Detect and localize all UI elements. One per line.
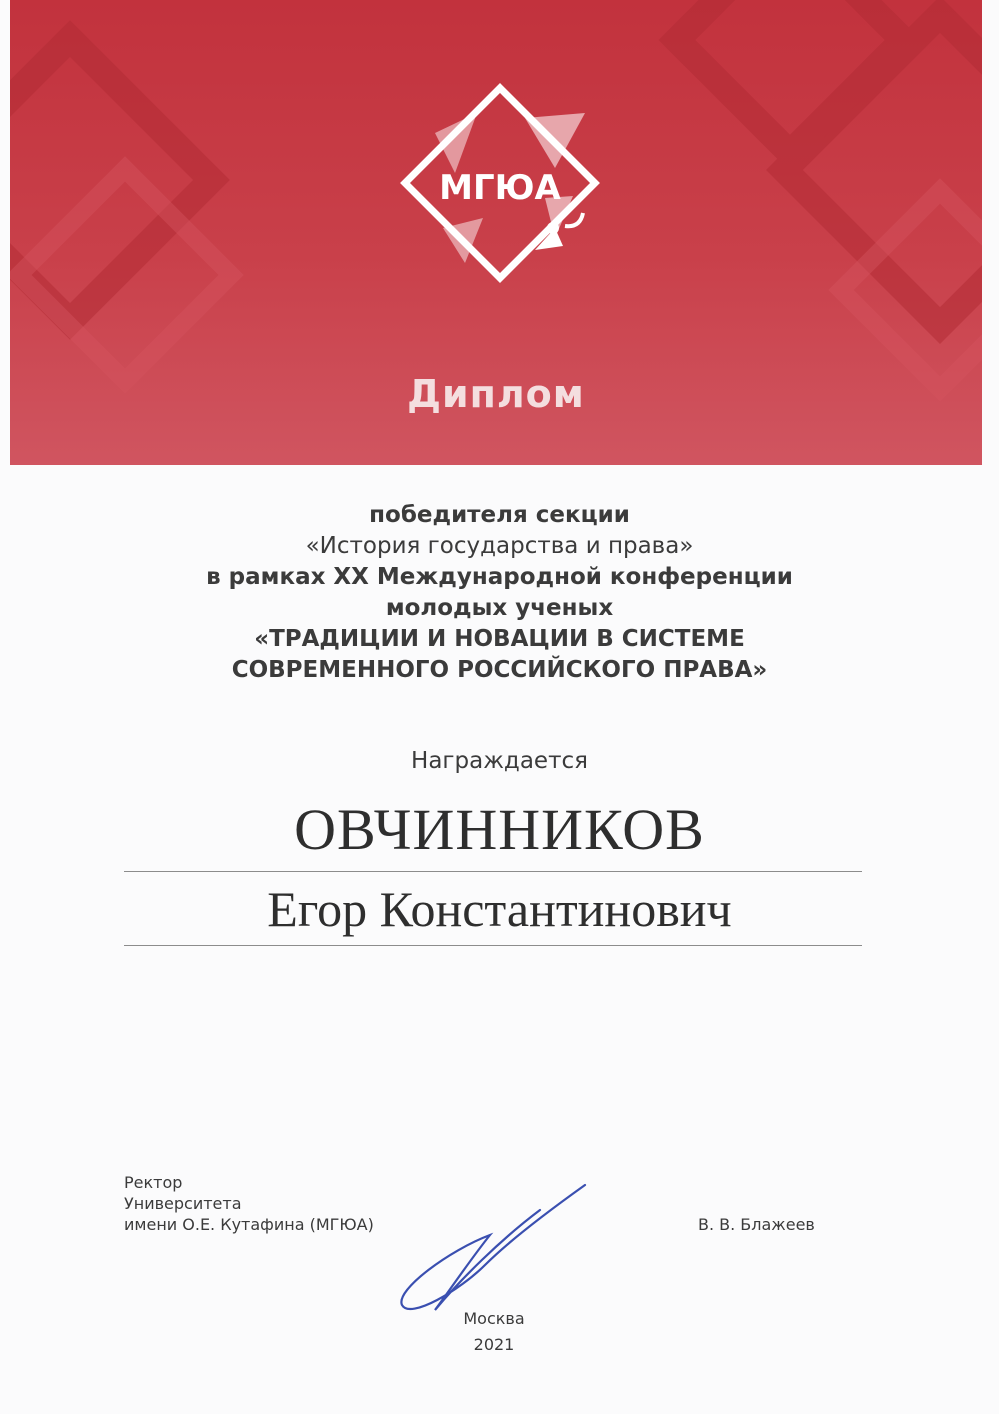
award-description: [0, 500, 999, 686]
place-and-date: [434, 1306, 554, 1358]
description-line: «ТРАДИЦИИ И НОВАЦИИ В СИСТЕМЕ: [254, 626, 745, 652]
awarded-label: Награждается: [411, 748, 588, 774]
divider: [124, 871, 862, 872]
logo-text: МГЮА: [439, 168, 561, 208]
diploma-title: Диплом: [407, 372, 585, 416]
description-line: СОВРЕМЕННОГО РОССИЙСКОГО ПРАВА»: [231, 657, 768, 683]
description-line: в рамках XX Международной конференции: [206, 564, 793, 590]
year: 2021: [473, 1335, 515, 1354]
university-logo: [395, 78, 605, 288]
description-line: молодых ученых: [385, 595, 614, 621]
divider: [124, 945, 862, 946]
rector-title-line: Ректор: [124, 1173, 183, 1192]
city: Москва: [463, 1309, 525, 1328]
header-banner: [10, 0, 982, 465]
rector-title: [124, 1172, 374, 1235]
rector-title-line: Университета: [124, 1194, 242, 1213]
recipient-given-names: Егор Константинович: [267, 881, 732, 937]
rector-name: В. В. Блажеев: [698, 1215, 815, 1234]
description-line: победителя секции: [369, 502, 630, 528]
description-line: «История государства и права»: [305, 533, 694, 559]
recipient-surname: ОВЧИННИКОВ: [294, 797, 705, 862]
rector-title-line: имени О.Е. Кутафина (МГЮА): [124, 1215, 374, 1234]
